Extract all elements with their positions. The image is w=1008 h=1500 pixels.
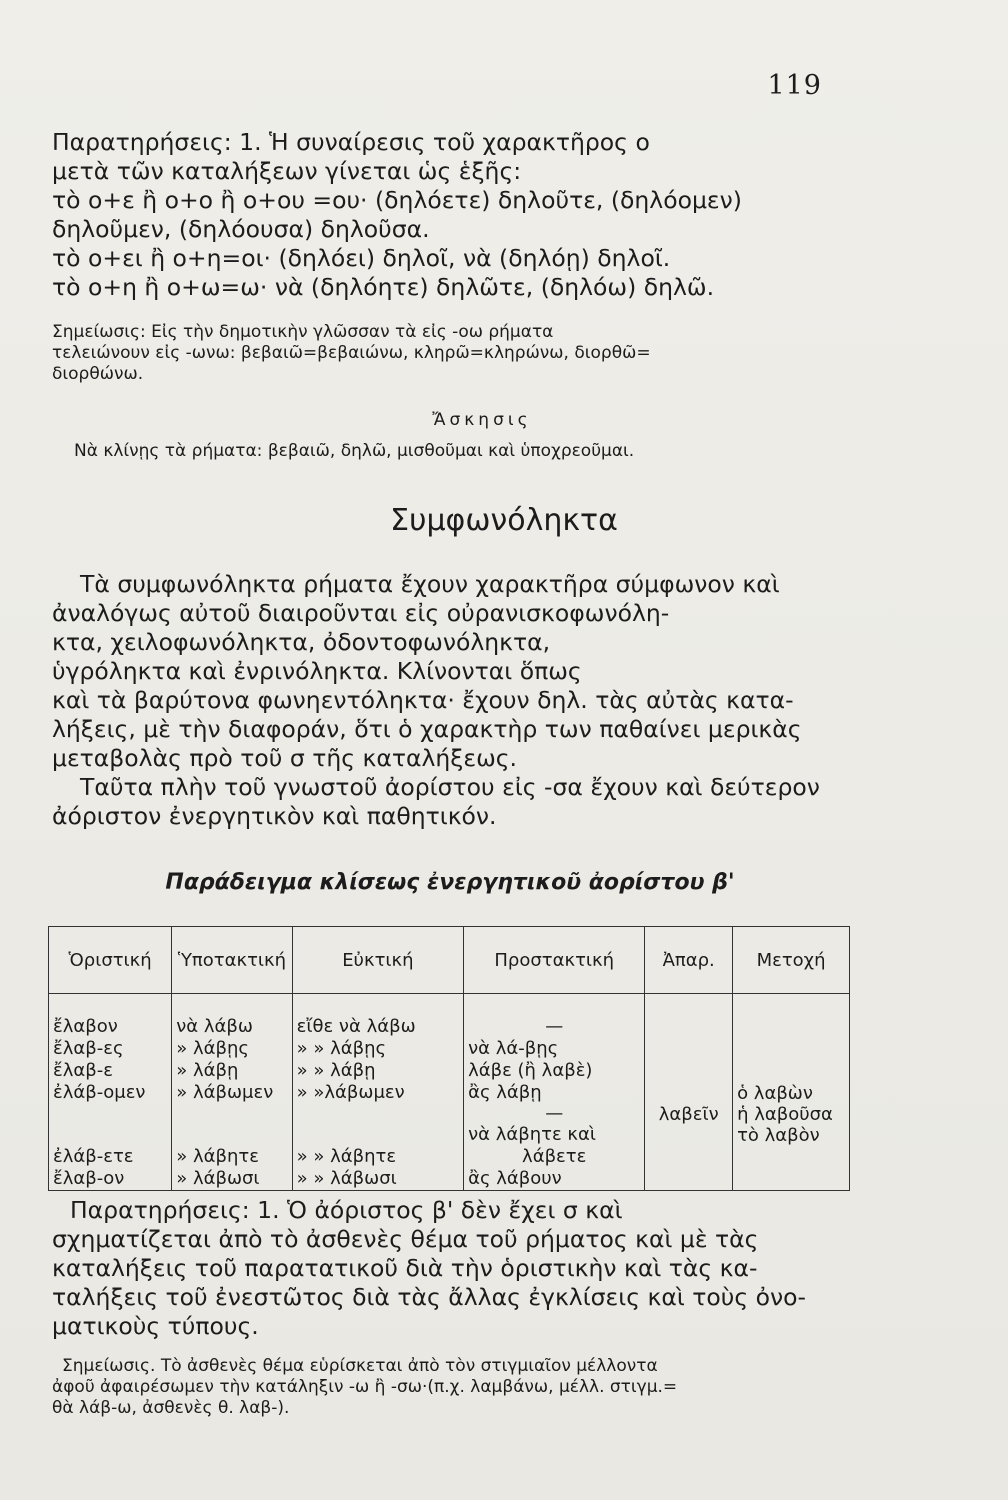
exercise-section [52,410,852,462]
body-text [52,570,852,831]
conjugation-table [48,926,850,1191]
header-efktiki: Εὐκτική [292,927,463,994]
exercise-text: Νὰ κλίνῃς τὰ ρήματα: βεβαιῶ, δηλῶ, μισθοῦμαι καὶ ὑποχρεοῦμαι. [74,441,635,461]
text-line: ἀφοῦ ἀφαιρέσωμεν τὴν κατάληξιν -ω ἢ -σω·(π.χ. λαμβάνω, μέλλ. στιγμ.= [52,1377,678,1397]
cell: ἐλάβ-ετε [49,1146,172,1168]
cell: ὁ λαβὼν [737,1082,813,1104]
cell: » λάβῃς [172,1038,292,1060]
cell: ἂς λάβῃ [468,1082,542,1103]
text-line: κτα, χειλοφωνόληκτα, ὀδοντοφωνόληκτα, [52,628,551,656]
cell: » λάβητε [172,1146,292,1168]
cell: νὰ λάβω [172,1016,292,1038]
text-line: τὸ ο+ει ἢ ο+η=οι· (δηλόει) δηλοῖ, νὰ (δηλόῃ) δηλοῖ. [52,244,671,272]
table-row [49,1038,850,1060]
cell: νὰ λάβητε καὶ [464,1124,645,1146]
cell-metochi [733,1060,850,1168]
table-row [49,1168,850,1191]
table-header-row [49,927,850,994]
cell: » » λάβητε [292,1146,463,1168]
text-line: Παρατηρήσεις: 1. Ὁ ἀόριστος β' δὲν ἔχει σ καὶ [70,1196,623,1224]
text-line: Ταῦτα πλὴν τοῦ γνωστοῦ ἀορίστου εἰς -σα ἔχουν καὶ δεύτερον [80,773,820,801]
cell [464,1082,645,1124]
header-prostaktiki: Προστακτική [464,927,645,994]
table-row [49,1016,850,1038]
text-line: τελειώνουν εἰς -ωνω: βεβαιῶ=βεβαιώνω, κληρῶ=κληρώνω, διορθῶ= [52,343,651,363]
cell: ἔλαβον [49,1016,172,1038]
cell: ἡ λαβοῦσα [737,1103,833,1125]
cell: » » λάβωσι [292,1168,463,1191]
cell: εἴθε νὰ λάβω [292,1016,463,1038]
cell: ἔλαβ-ε [49,1060,172,1082]
cell: νὰ λά-βῃς [464,1038,645,1060]
text-line: σχηματίζεται ἀπὸ τὸ ἀσθενὲς θέμα τοῦ ρήματος καὶ μὲ τὰς [52,1225,759,1253]
cell: λάβετε [464,1146,645,1168]
remarks-section [52,1196,852,1341]
note-weak-stem [52,1356,852,1419]
text-line: θὰ λάβ-ω, ἀσθενὲς θ. λαβ-). [52,1398,290,1418]
cell: — [545,1103,564,1124]
cell: » λάβωμεν [172,1082,292,1124]
cell: » »λάβωμεν [292,1082,463,1124]
table-row [49,994,850,1017]
text-line: καὶ τὰ βαρύτονα φωνηεντόληκτα· ἔχουν δηλ. τὰς αὐτὰς κατα- [52,686,794,714]
text-line: δηλοῦμεν, (δηλόουσα) δηλοῦσα. [52,215,430,243]
table-row [49,1060,850,1082]
text-line: ἀναλόγως αὐτοῦ διαιροῦνται εἰς οὐρανισκοφωνόλη- [52,599,670,627]
page-number: 119 [767,70,822,101]
cell: » » λάβῃ [292,1060,463,1082]
text-line: Σημείωσις: Εἰς τὴν δημοτικὴν γλῶσσαν τὰ εἰς -οω ρήματα [52,322,554,342]
text-line: Σημείωσις. Τὸ ἀσθενὲς θέμα εὑρίσκεται ἀπὸ τὸν στιγμιαῖον μέλλοντα [62,1356,658,1376]
cell-aparemfato: λαβεῖν [645,1060,733,1168]
header-ypotaktiki: Ὑποτακτική [172,927,292,994]
text-line: ματικοὺς τύπους. [52,1312,259,1340]
text-line: τὸ ο+ε ἢ ο+ο ἢ ο+ου =ου· (δηλόετε) δηλοῦτε, (δηλόομεν) [52,186,742,214]
text-line: ὑγρόληκτα καὶ ἐνρινόληκτα. Κλίνονται ὅπως [52,657,582,685]
cell: — [464,1016,645,1038]
intro-remarks [52,128,852,302]
text-line: ταλήξεις τοῦ ἐνεστῶτος διὰ τὰς ἄλλας ἐγκλίσεις καὶ τοὺς ὀνο- [52,1283,806,1311]
header-aparemfato: Ἀπαρ. [645,927,733,994]
text-line: μετὰ τῶν καταλήξεων γίνεται ὡς ἑξῆς: [52,157,522,185]
text-line: καταλήξεις τοῦ παρατατικοῦ διὰ τὴν ὁριστικὴν καὶ τὰς κα- [52,1254,758,1282]
text-line: μεταβολὰς πρὸ τοῦ σ τῆς καταλήξεως. [52,744,518,772]
header-oristiki: Ὁριστική [49,927,172,994]
text-line: Παρατηρήσεις: 1. Ἡ συναίρεσις τοῦ χαρακτῆρος ο [52,128,650,156]
text-line: ἀόριστον ἐνεργητικὸν καὶ παθητικόν. [52,802,497,830]
cell: » λάβωσι [172,1168,292,1191]
cell: ἐλάβ-ομεν [49,1082,172,1124]
note-demotic [52,322,852,385]
exercise-title: Ἄσκησις [432,410,532,430]
text-line: λήξεις, μὲ τὴν διαφοράν, ὅτι ὁ χαρακτὴρ των παθαίνει μερικὰς [52,715,802,743]
text-line: τὸ ο+η ἢ ο+ω=ω· νὰ (δηλόητε) δηλῶτε, (δηλόω) δηλῶ. [52,273,715,301]
cell: » » λάβῃς [292,1038,463,1060]
cell: » λάβῃ [172,1060,292,1082]
cell: ἔλαβ-ες [49,1038,172,1060]
cell: λάβε (ἢ λαβὲ) [464,1060,645,1082]
cell: ἂς λάβουν [464,1168,645,1191]
cell: τὸ λαβὸν [737,1124,820,1146]
text-line: Τὰ συμφωνόληκτα ρήματα ἔχουν χαρακτῆρα σύμφωνον καὶ [80,570,780,598]
section-heading: Συμφωνόληκτα [390,503,618,538]
header-metochi: Μετοχή [733,927,850,994]
cell: ἔλαβ-ον [49,1168,172,1191]
table-title: Παράδειγμα κλίσεως ἐνεργητικοῦ ἀορίστου β' [165,870,735,895]
text-line: διορθώνω. [52,364,144,384]
